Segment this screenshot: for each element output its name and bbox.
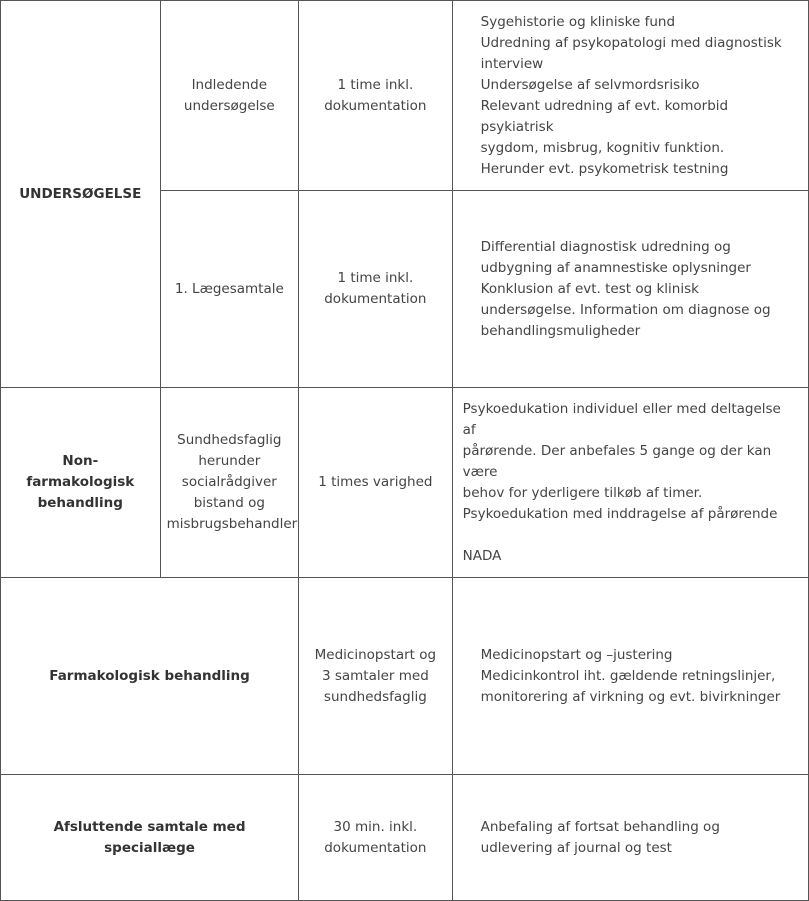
duration-cell: Medicinopstart og 3 samtaler med sundhedsfaglig	[299, 578, 453, 775]
duration-cell: 1 times varighed	[299, 388, 453, 578]
description-cell: Anbefaling af fortsat behandling og udlevering af journal og test	[452, 775, 808, 901]
duration-cell: 30 min. inkl. dokumentation	[299, 775, 453, 901]
table-row	[1, 578, 809, 775]
section-heading-nonfarma: Non- farmakologisk behandling	[1, 388, 161, 578]
description-cell: Medicinopstart og –justering Medicinkontrol iht. gældende retningslinjer, monitorering af virkning og evt. bivirkninger	[452, 578, 808, 775]
section-heading-undersoegelse: UNDERSØGELSE	[1, 1, 161, 388]
duration-cell: 1 time inkl. dokumentation	[299, 191, 453, 388]
description-cell: Sygehistorie og kliniske fund Udredning af psykopatologi med diagnostisk interview Undersøgelse af selvmordsrisiko Relevant udredning af evt. komorbid psykiatrisk sygdom, misbrug, kognitiv funktion. Herunder evt. psykometrisk testning	[452, 1, 808, 191]
section-heading-afsluttende: Afsluttende samtale med speciallæge	[1, 775, 299, 901]
service-name-cell: 1. Lægesamtale	[160, 191, 299, 388]
description-cell: Differential diagnostisk udredning og udbygning af anamnestiske oplysninger Konklusion af evt. test og klinisk undersøgelse. Information om diagnose og behandlingsmuligheder	[452, 191, 808, 388]
service-name-cell: Indledende undersøgelse	[160, 1, 299, 191]
service-name-cell: Sundhedsfaglig herunder socialrådgiver bistand og misbrugsbehandler	[160, 388, 299, 578]
table-row	[1, 1, 809, 191]
description-cell: Psykoedukation individuel eller med deltagelse af pårørende. Der anbefales 5 gange og der kan være behov for yderligere tilkøb af timer. Psykoedukation med inddragelse af pårørende NADA	[452, 388, 808, 578]
table-row	[1, 388, 809, 578]
table-row	[1, 775, 809, 901]
duration-cell: 1 time inkl. dokumentation	[299, 1, 453, 191]
section-heading-farma: Farmakologisk behandling	[1, 578, 299, 775]
